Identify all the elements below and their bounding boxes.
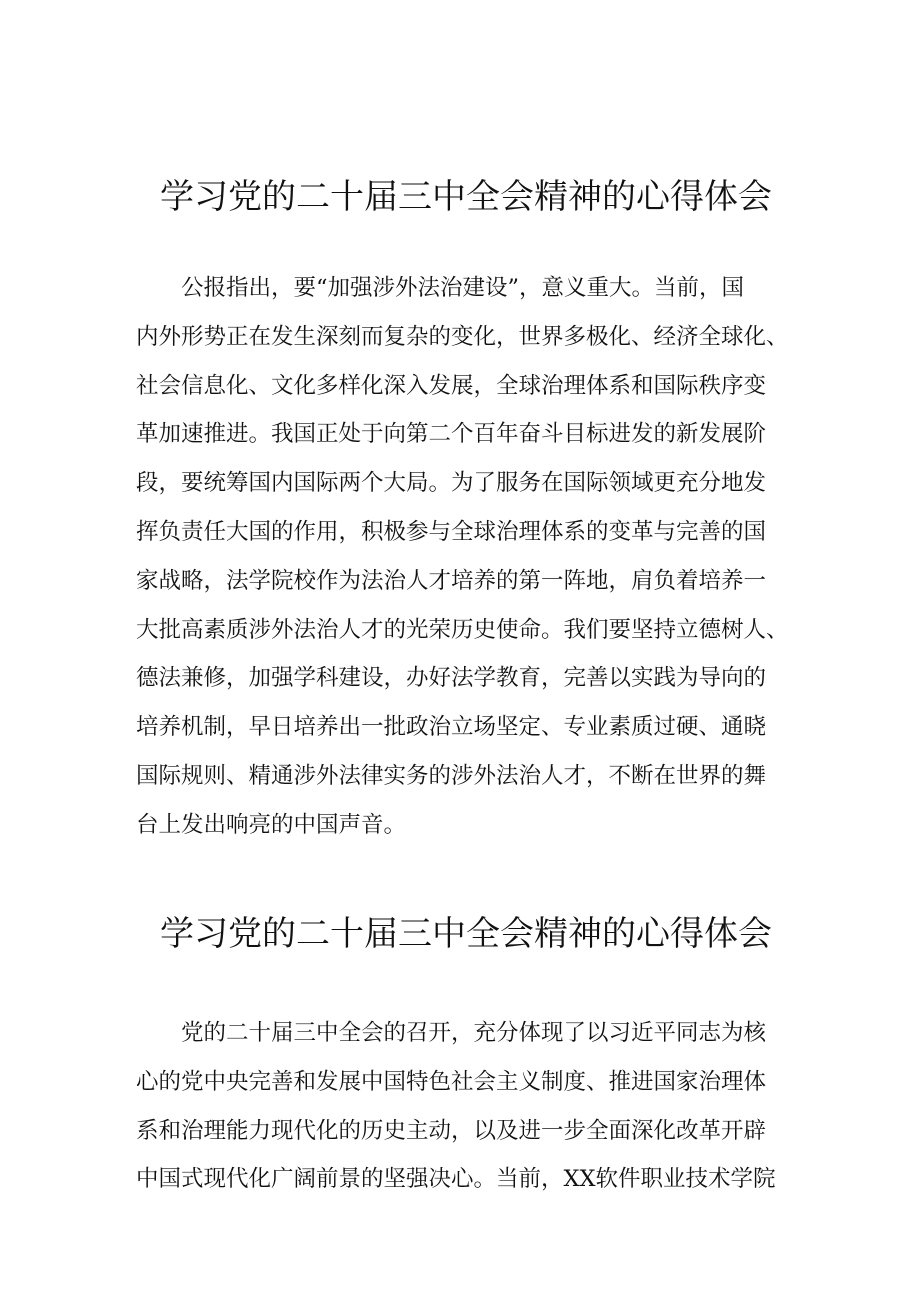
article-section-2 [136, 907, 796, 1204]
paragraph-line: 培养机制，早日培养出一批政治立场坚定、专业素质过硬、通晓 [136, 714, 767, 741]
paragraph-line: 公报指出，要“加强涉外法治建设”，意义重大。当前，国 [181, 275, 745, 301]
paragraph-line: 台上发出响亮的中国声音。 [136, 811, 407, 838]
paragraph-line: 社会信息化、文化多样化深入发展，全球治理体系和国际秩序变 [136, 372, 767, 399]
paragraph-line: 大批高素质涉外法治人才的光荣历史使命。我们要坚持立德树人、 [136, 616, 789, 643]
paragraph-line: 德法兼修，加强学科建设，办好法学教育，完善以实践为导向的 [136, 665, 767, 692]
article-section-1 [136, 170, 796, 850]
paragraph-line: 段，要统筹国内国际两个大局。为了服务在国际领域更充分地发 [136, 470, 767, 497]
paragraph-line: 党的二十届三中全会的召开，充分体现了以习近平同志为核 [181, 1020, 767, 1046]
paragraph-line: 革加速推进。我国正处于向第二个百年奋斗目标进发的新发展阶 [136, 421, 767, 448]
paragraph-line: 中国式现代化广阔前景的坚强决心。当前，XX软件职业技术学院 [136, 1166, 776, 1193]
paragraph-line: 挥负责任大国的作用，积极参与全球治理体系的变革与完善的国 [136, 518, 767, 545]
paragraph-line: 心的党中央完善和发展中国特色社会主义制度、推进国家治理体 [136, 1068, 767, 1095]
article-title-1: 学习党的二十届三中全会精神的心得体会 [160, 177, 772, 217]
paragraph-line: 国际规则、精通涉外法律实务的涉外法治人才，不断在世界的舞 [136, 762, 767, 789]
paragraph-line: 内外形势正在发生深刻而复杂的变化，世界多极化、经济全球化、 [136, 323, 789, 350]
paragraph-line: 系和治理能力现代化的历史主动，以及进一步全面深化改革开辟 [136, 1117, 767, 1144]
article-paragraph-2 [136, 1009, 796, 1204]
article-paragraph-1 [136, 264, 796, 850]
paragraph-line: 家战略，法学院校作为法治人才培养的第一阵地，肩负着培养一 [136, 567, 767, 594]
article-title-2: 学习党的二十届三中全会精神的心得体会 [160, 914, 772, 954]
